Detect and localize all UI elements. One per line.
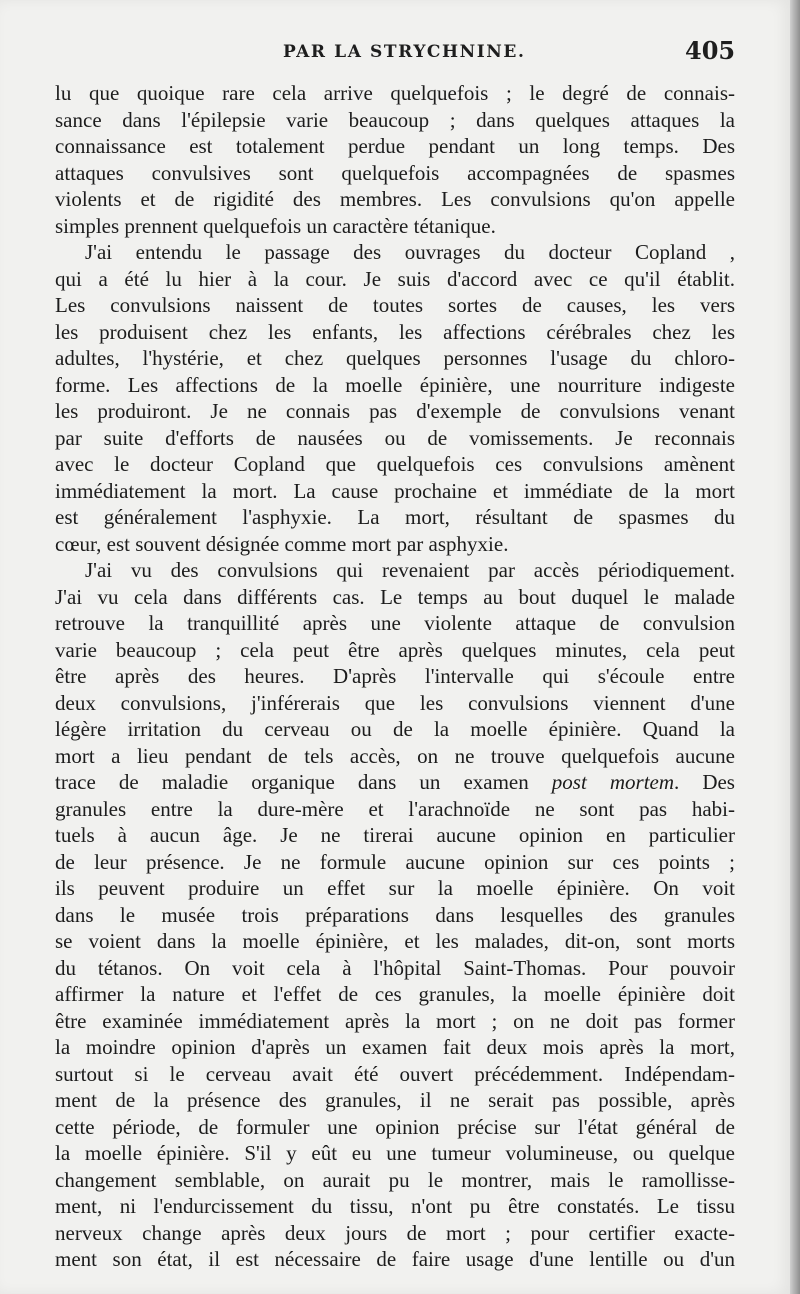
text-line: violents et de rigidité des membres. Les convulsions qu'on appelle bbox=[55, 187, 735, 211]
text-line: immédiatement la mort. La cause prochaine et immédiate de la mort bbox=[55, 478, 735, 503]
text-line: qui a été lu hier à la cour. Je suis d'accord avec ce qu'il établit. bbox=[55, 266, 735, 291]
text-line: de leur présence. Je ne formule aucune opinion sur ces points ; bbox=[55, 849, 735, 874]
text-line: ment, ni l'endurcissement du tissu, n'ont pu être constatés. Le tissu bbox=[55, 1194, 735, 1218]
text-line: simples prennent quelquefois un caractère tétanique. bbox=[55, 213, 496, 238]
text-line: Les convulsions naissent de toutes sortes de causes, les vers bbox=[55, 293, 735, 317]
text-line: est généralement l'asphyxie. La mort, résultant de spasmes du bbox=[55, 505, 735, 529]
text-line: J'ai vu cela dans différents cas. Le temps au bout duquel le malade bbox=[55, 584, 735, 609]
text-line: forme. Les affections de la moelle épinière, une nourriture indigeste bbox=[55, 372, 735, 397]
text-line: la moelle épinière. S'il y eût eu une tumeur volumineuse, ou quelque bbox=[55, 1141, 735, 1165]
text-line: granules entre la dure-mère et l'arachnoïde ne sont pas habi- bbox=[55, 796, 735, 821]
text-line: les produisent chez les enfants, les affections cérébrales chez les bbox=[55, 319, 735, 344]
text-line: nerveux change après deux jours de mort ; pour certifier exacte- bbox=[55, 1220, 735, 1245]
text-line: cette période, de formuler une opinion précise sur l'état général de bbox=[55, 1114, 735, 1139]
text-line: mort a lieu pendant de tels accès, on ne trouve quelquefois aucune bbox=[55, 743, 735, 768]
text-line: deux convulsions, j'inférerais que les convulsions viennent d'une bbox=[55, 690, 735, 715]
text-line: lu que quoique rare cela arrive quelquefois ; le degré de connais- bbox=[55, 81, 735, 105]
text-line: les produiront. Je ne connais pas d'exemple de convulsions venant bbox=[55, 399, 735, 423]
page-number: 405 bbox=[685, 36, 736, 65]
text-line: retrouve la tranquillité après une violente attaque de convulsion bbox=[55, 611, 735, 635]
text-line: trace de maladie organique dans un examen post mortem. Des bbox=[55, 770, 735, 794]
text-line: avec le docteur Copland que quelquefois ces convulsions amènent bbox=[55, 452, 735, 476]
text-line: connaissance est totalement perdue pendant un long temps. Des bbox=[55, 134, 735, 158]
text-line: adultes, l'hystérie, et chez quelques personnes l'usage du chloro- bbox=[55, 346, 735, 370]
text-line: être examinée immédiatement après la mort ; on ne doit pas former bbox=[55, 1008, 735, 1033]
body-text bbox=[55, 80, 735, 1273]
text-line: varie beaucoup ; cela peut être après quelques minutes, cela peut bbox=[55, 637, 735, 662]
text-line: la moindre opinion d'après un examen fait deux mois après la mort, bbox=[55, 1035, 735, 1059]
text-line: du tétanos. On voit cela à l'hôpital Saint-Thomas. Pour pouvoir bbox=[55, 955, 735, 980]
text-line: être après des heures. D'après l'intervalle qui s'écoule entre bbox=[55, 664, 735, 688]
text-line: J'ai vu des convulsions qui revenaient par accès périodiquement. bbox=[85, 558, 735, 582]
text-line: changement semblable, on aurait pu le montrer, mais le ramollisse- bbox=[55, 1167, 735, 1192]
text-line: sance dans l'épilepsie varie beaucoup ; dans quelques attaques la bbox=[55, 107, 735, 132]
page-header bbox=[0, 38, 790, 68]
text-line: cœur, est souvent désignée comme mort par asphyxie. bbox=[55, 531, 509, 556]
text-line: dans le musée trois préparations dans lesquelles des granules bbox=[55, 902, 735, 927]
text-line: légère irritation du cerveau ou de la moelle épinière. Quand la bbox=[55, 717, 735, 741]
text-line: par suite d'efforts de nausées ou de vomissements. Je reconnais bbox=[55, 425, 735, 450]
text-line: J'ai entendu le passage des ouvrages du docteur Copland , bbox=[85, 240, 735, 264]
text-line: attaques convulsives sont quelquefois accompagnées de spasmes bbox=[55, 160, 735, 185]
text-line: ils peuvent produire un effet sur la moelle épinière. On voit bbox=[55, 876, 735, 900]
text-line: ment de la présence des granules, il ne serait pas possible, après bbox=[55, 1088, 735, 1112]
text-line: ment son état, il est nécessaire de faire usage d'une lentille ou d'un bbox=[55, 1247, 735, 1271]
running-title: PAR LA STRYCHNINE. bbox=[283, 42, 526, 62]
page-edge-shadow bbox=[790, 0, 800, 1294]
text-line: surtout si le cerveau avait été ouvert précédemment. Indépendam- bbox=[55, 1061, 735, 1086]
text-line: tuels à aucun âge. Je ne tirerai aucune opinion en particulier bbox=[55, 823, 735, 847]
text-line: se voient dans la moelle épinière, et les malades, dit-on, sont morts bbox=[55, 929, 735, 953]
text-line: affirmer la nature et l'effet de ces granules, la moelle épinière doit bbox=[55, 982, 735, 1006]
